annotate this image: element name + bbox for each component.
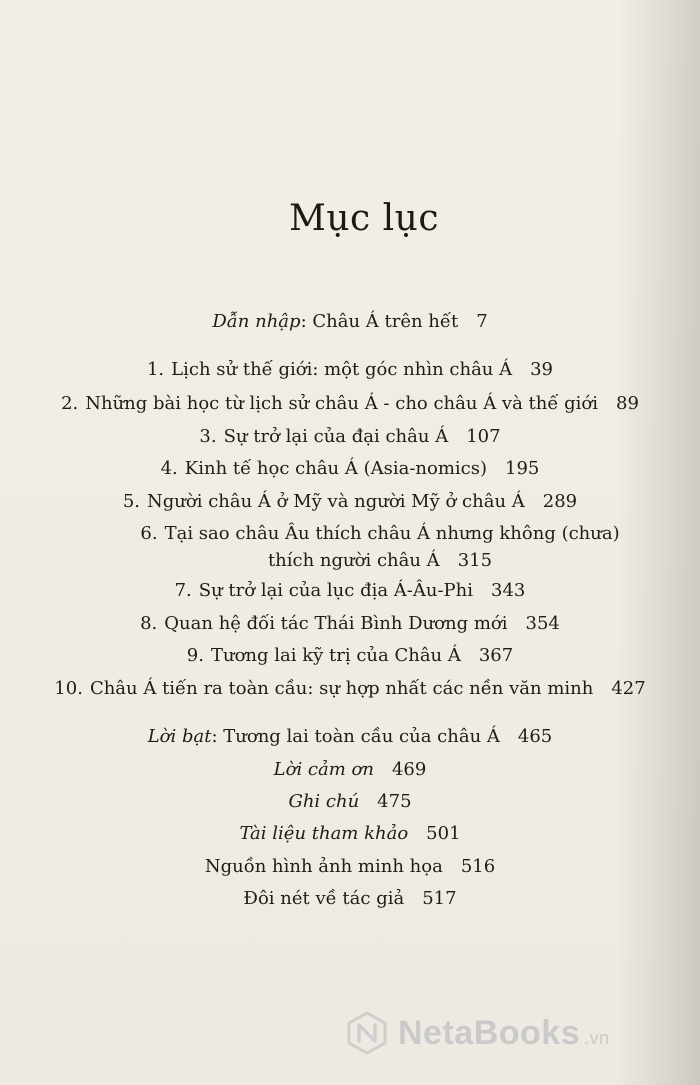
toc-entry-chapter-5: 5. Người châu Á ở Mỹ và người Mỹ ở châu Á 289: [122, 491, 578, 512]
toc-entry-chapter-6: 6. Tại sao châu Âu thích châu Á nhưng không (chưa) thích người châu Á 315: [140, 523, 620, 571]
toc-entry-thanks: Lời cảm ơn 469: [273, 759, 427, 780]
page-title: Mục lục: [288, 198, 439, 239]
toc-entry-chapter-8: 8. Quan hệ đối tác Thái Bình Dương mới 354: [140, 613, 560, 634]
toc-entry-image-sources: Nguồn hình ảnh minh họa 516: [204, 856, 496, 877]
toc-entry-chapter-10: 10. Châu Á tiến ra toàn cầu: sự hợp nhất các nền văn minh 427: [54, 678, 646, 699]
toc-entry-chapter-9: 9. Tương lai kỹ trị của Châu Á 367: [186, 645, 514, 666]
toc-entry-notes: Ghi chú 475: [288, 791, 412, 812]
toc-entry-chapter-4: 4. Kinh tế học châu Á (Asia-nomics) 195: [160, 458, 540, 479]
toc-entry-chapter-2: 2. Những bài học từ lịch sử châu Á - cho châu Á và thế giới 89: [61, 393, 639, 414]
toc-entry-epilogue: Lời bạt: Tương lai toàn cầu của châu Á 465: [147, 726, 553, 747]
watermark-brand: NetaBooks: [398, 1013, 581, 1052]
toc-entry-chapter-3: 3. Sự trở lại của đại châu Á 107: [199, 426, 501, 447]
netabooks-logo-icon: [344, 1010, 390, 1056]
watermark-logo: [344, 1010, 610, 1056]
toc-entry-chapter-7: 7. Sự trở lại của lục địa Á-Âu-Phi 343: [174, 580, 526, 601]
watermark-suffix: .vn: [584, 1027, 610, 1048]
toc-entry-chapter-1: 1. Lịch sử thế giới: một góc nhìn châu Á 39: [146, 359, 554, 380]
toc-entry-about-author: Đôi nét về tác giả 517: [243, 888, 457, 909]
toc-entry-references: Tài liệu tham khảo 501: [239, 823, 461, 844]
toc-entry-intro: Dẫn nhập: Châu Á trên hết 7: [212, 311, 488, 332]
